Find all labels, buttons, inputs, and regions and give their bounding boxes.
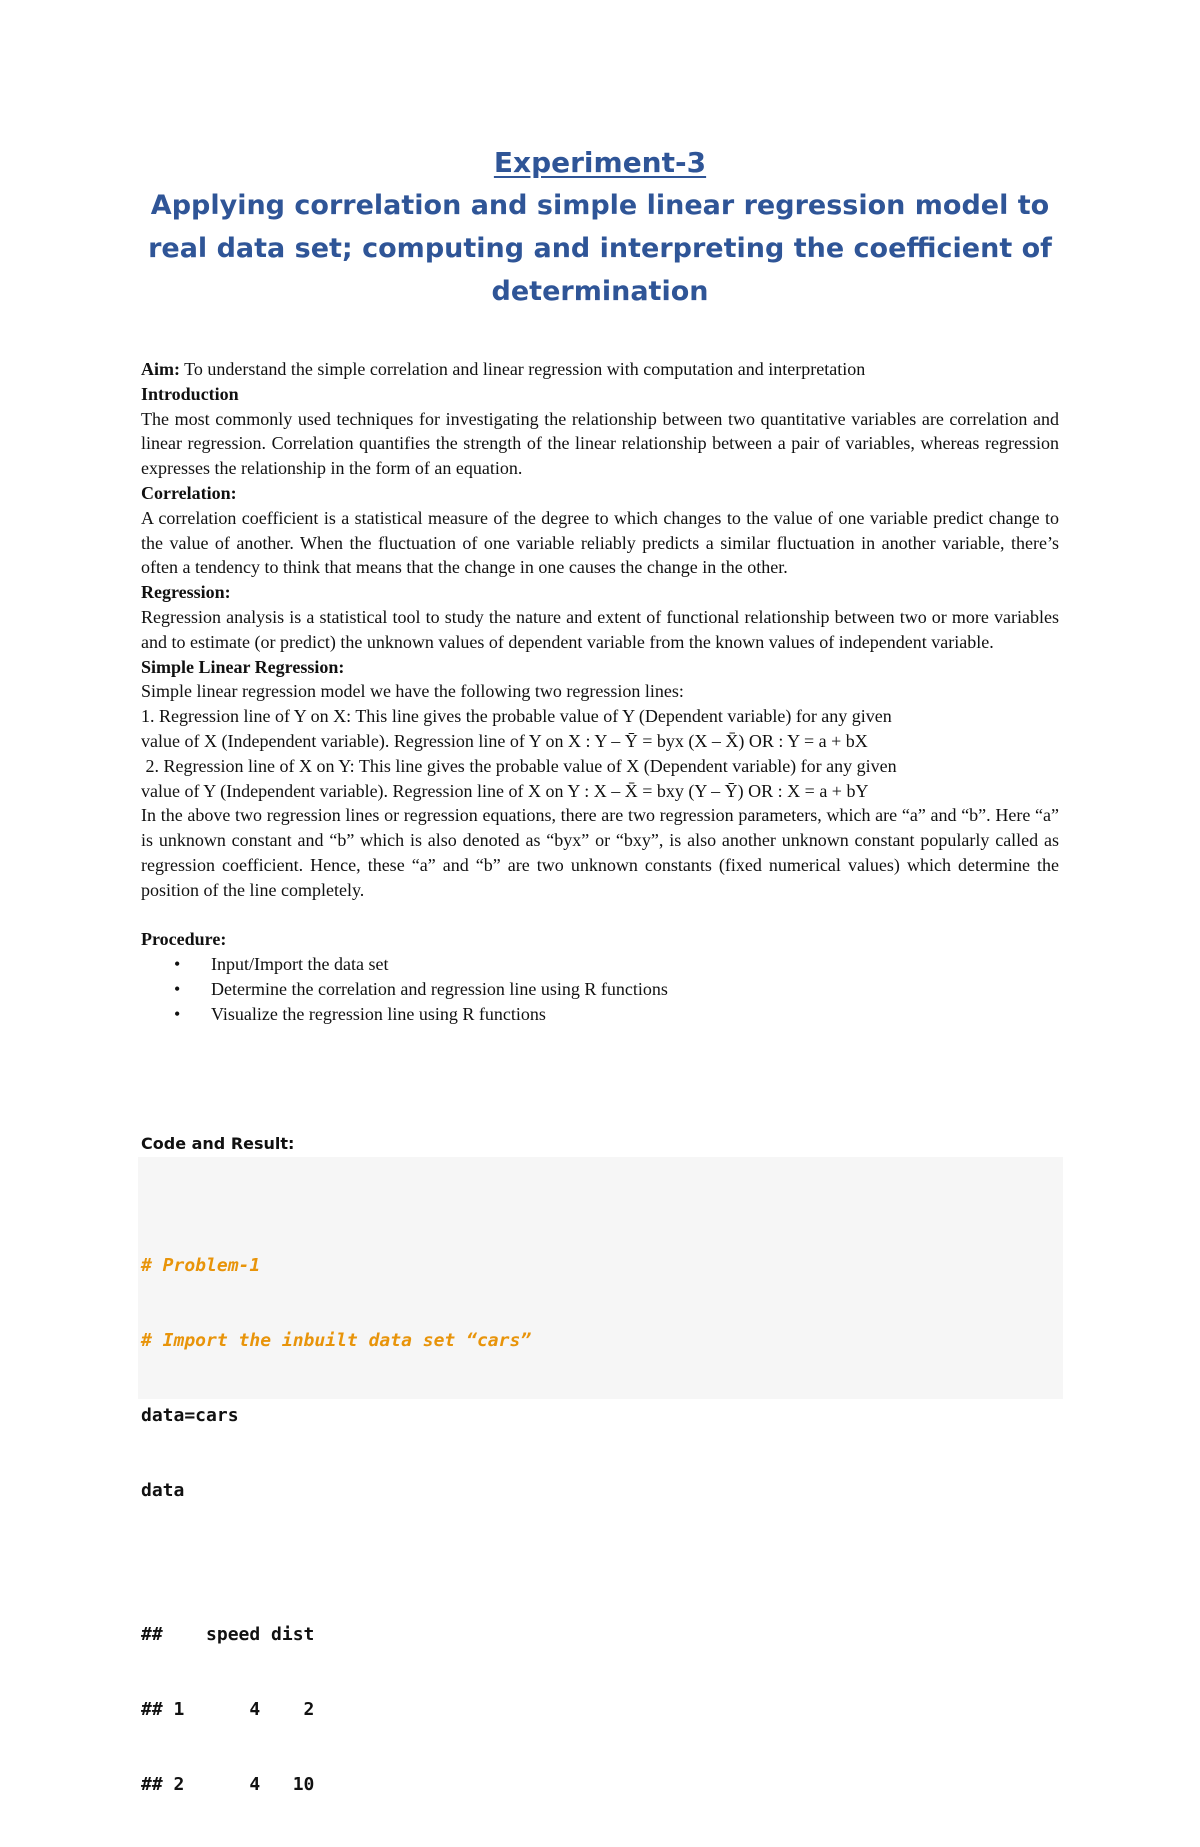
- slr-line-5: value of Y (Independent variable). Regression line of X on Y : X – X̄ = bxy (Y – Ȳ) OR : X = a + bY: [141, 780, 869, 801]
- code-comment: # Problem-1: [141, 1255, 261, 1276]
- introduction-heading: Introduction: [141, 383, 239, 404]
- simple-linear-regression-heading: Simple Linear Regression:: [141, 656, 345, 677]
- bullet-icon: •: [174, 1003, 181, 1024]
- aim-text: To understand the simple correlation and linear regression with computation and interpretation: [180, 359, 866, 379]
- procedure-list: [141, 952, 1059, 1026]
- bullet-icon: •: [174, 978, 181, 999]
- code-line: data=cars: [141, 1405, 239, 1426]
- title-line-3: determination: [491, 276, 709, 307]
- experiment-number: Experiment-3: [493, 146, 707, 179]
- output-line: ## 2 4 10: [141, 1774, 315, 1795]
- title-line-1: Applying correlation and simple linear regression model to: [150, 190, 1050, 221]
- code-gap: [141, 1553, 531, 1572]
- spacer: [141, 903, 1059, 928]
- introduction-text: The most commonly used techniques for investigating the relationship between two quantitative variables are correlation and linear regression. Correlation quantifies the strength of the linear relationship between a pair of variables, whereas regression expresses the relationship in the form of an equation.: [141, 408, 1059, 479]
- document-body: [141, 357, 1059, 1027]
- regression-text: Regression analysis is a statistical tool to study the nature and extent of functional relationship between two or more variables and to estimate (or predict) the unknown values of dependent variable from the known values of independent variable.: [141, 606, 1059, 652]
- aim-label: Aim:: [141, 359, 180, 379]
- slr-paragraph: In the above two regression lines or regression equations, there are two regression parameters, which are “a” and “b”. Here “a” is unknown constant and “b” which is also denoted as “byx” or “bxy”, is also another unknown constant popularly called as regression coefficient. Hence, these “a” and “b” are two unknown constants (fixed numerical values) which determine the position of the line completely.: [141, 805, 1059, 900]
- aim-paragraph: [141, 357, 1059, 382]
- regression-heading: Regression:: [141, 582, 231, 603]
- list-item: • Input/Import the data set: [141, 952, 1059, 977]
- code-block: [141, 1203, 531, 1847]
- slr-line-3: value of X (Independent variable). Regression line of Y on X : Y – Ȳ = byx (X – X̄) OR : Y = a + bX: [141, 730, 868, 751]
- correlation-heading: Correlation:: [141, 482, 237, 503]
- bullet-icon: •: [174, 954, 181, 975]
- code-comment: # Import the inbuilt data set “cars”: [141, 1330, 532, 1351]
- list-item: • Determine the correlation and regression line using R functions: [141, 977, 1059, 1002]
- procedure-heading: Procedure:: [141, 929, 227, 950]
- title-line-2: real data set; computing and interpreting the coefficient of: [148, 233, 1052, 264]
- output-line: ## 1 4 2: [141, 1699, 315, 1720]
- list-item: • Visualize the regression line using R functions: [141, 1002, 1059, 1027]
- code-line: data: [141, 1480, 185, 1501]
- document-title: [140, 142, 1060, 313]
- output-line: ## speed dist: [141, 1624, 315, 1645]
- slr-line-2: 1. Regression line of Y on X: This line gives the probable value of Y (Dependent variable) for any given: [141, 706, 892, 727]
- slr-line-4: 2. Regression line of X on Y: This line gives the probable value of X (Dependent variable) for any given: [141, 755, 897, 776]
- code-and-result-heading: Code and Result:: [141, 1134, 295, 1153]
- correlation-text: A correlation coefficient is a statistical measure of the degree to which changes to the value of one variable predict change to the value of another. When the fluctuation of one variable reliably predicts a similar fluctuation in another variable, there’s often a tendency to think that means that the change in one causes the change in the other.: [141, 507, 1059, 578]
- slr-line-1: Simple linear regression model we have the following two regression lines:: [141, 681, 684, 702]
